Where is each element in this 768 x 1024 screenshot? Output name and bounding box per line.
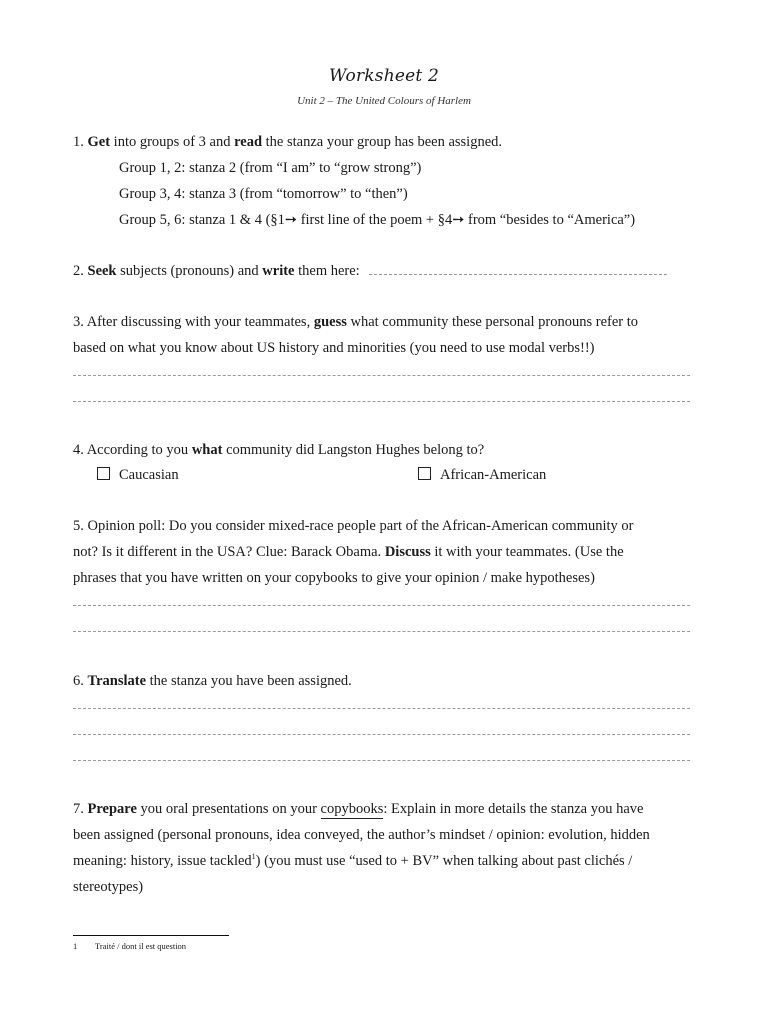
question-number: 2.: [73, 263, 84, 279]
answer-line[interactable]: [73, 605, 690, 606]
worksheet-subtitle: Unit 2 – The United Colours of Harlem: [297, 95, 471, 107]
instruction-verb-get: Get: [87, 134, 111, 150]
checkbox[interactable]: [97, 467, 110, 480]
question-number: 7.: [73, 801, 84, 817]
instruction-verb-write: write: [262, 263, 295, 279]
instruction-verb-seek: Seek: [87, 263, 117, 279]
question-7-line-2: been assigned (personal pronouns, idea conveyed, the author’s mindset / opinion: evolution, hidden: [73, 827, 650, 843]
instruction-verb-what: what: [191, 442, 223, 458]
answer-line[interactable]: [73, 631, 690, 632]
question-4: 4. According to you what community did Langston Hughes belong to?: [73, 442, 485, 458]
group-assignment: Group 5, 6: stanza 1 & 4 (§1➙ first line of the poem + §4➙ from “besides to “America”): [119, 212, 636, 228]
question-5-line-1: 5. Opinion poll: Do you consider mixed-race people part of the African-American community or: [73, 518, 634, 534]
footnote-divider: [73, 935, 229, 936]
answer-line[interactable]: [73, 708, 690, 709]
instruction-verb-guess: guess: [313, 314, 347, 330]
footnote-text: Traité / dont il est question: [95, 941, 187, 951]
question-5-line-3: phrases that you have written on your copybooks to give your opinion / make hypotheses): [73, 570, 595, 586]
question-number: 6.: [73, 673, 84, 689]
footnote-reference[interactable]: 1: [251, 852, 256, 861]
answer-line[interactable]: [73, 734, 690, 735]
question-3-line-2: based on what you know about US history and minorities (you need to use modal verbs!!): [73, 340, 595, 356]
question-7-line-3: meaning: history, issue tackled$^1$) (you must use “used to + BV” when talking about past clichés /: [73, 852, 633, 869]
question-7-line-4: stereotypes): [73, 879, 144, 895]
answer-line[interactable]: [73, 401, 690, 402]
answer-blank[interactable]: [369, 262, 667, 275]
group-assignment: Group 3, 4: stanza 3 (from “tomorrow” to “then”): [119, 186, 408, 202]
footnote-number: 1: [73, 941, 78, 951]
question-2: 2. Seek subjects (pronouns) and write them here:: [73, 262, 667, 280]
answer-line[interactable]: [73, 760, 690, 761]
checkbox[interactable]: [418, 467, 431, 480]
answer-line[interactable]: [73, 375, 690, 376]
group-assignment: Group 1, 2: stanza 2 (from “I am” to “grow strong”): [119, 160, 422, 176]
question-6: 6. Translate the stanza you have been assigned.: [73, 673, 352, 689]
question-1: 1. Get into groups of 3 and read the stanza your group has been assigned.: [73, 134, 503, 150]
instruction-verb-discuss: Discuss: [384, 544, 431, 560]
option-african-american[interactable]: African-American: [418, 466, 546, 484]
worksheet-title: Worksheet 2: [328, 66, 440, 86]
question-3-line-1: 3. After discussing with your teammates, guess what community these personal pronouns refer to: [73, 314, 639, 330]
option-caucasian[interactable]: Caucasian: [97, 466, 179, 484]
question-number: 1.: [73, 134, 84, 150]
question-7-line-1: 7. Prepare you oral presentations on your copybooks: Explain in more details the stanza you have: [73, 801, 644, 817]
instruction-verb-prepare: Prepare: [87, 801, 137, 817]
question-5-line-2: not? Is it different in the USA? Clue: Barack Obama. Discuss it with your teammates. (Use the: [73, 544, 624, 560]
instruction-verb-translate: Translate: [87, 673, 147, 689]
underlined-copybooks: copybooks: [320, 801, 384, 817]
footnote: [73, 941, 186, 951]
instruction-verb-read: read: [234, 134, 263, 150]
